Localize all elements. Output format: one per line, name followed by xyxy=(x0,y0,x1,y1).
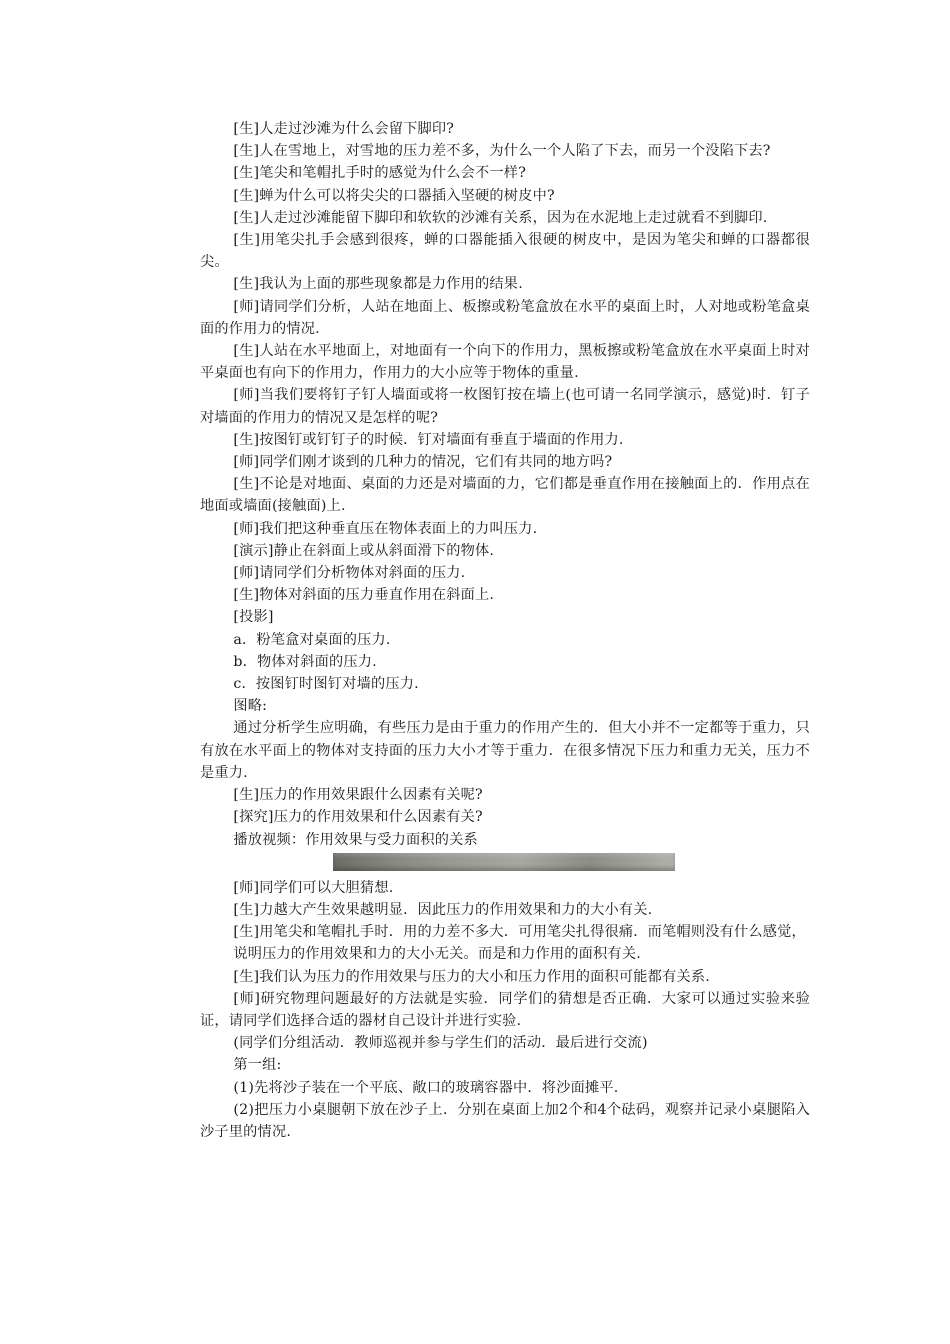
paragraph: [生]人走过沙滩能留下脚印和软软的沙滩有关系，因为在水泥地上走过就看不到脚印. xyxy=(233,209,768,226)
paragraph: [师]同学们刚才谈到的几种力的情况，它们有共同的地方吗? xyxy=(233,454,613,471)
paragraph: [生]力越大产生效果越明显．因此压力的作用效果和力的大小有关. xyxy=(233,901,653,918)
paragraph: [生]我们认为压力的作用效果与压力的大小和压力作用的面积可能都有关系. xyxy=(233,968,710,985)
paragraph: [生]笔尖和笔帽扎手时的感觉为什么会不一样? xyxy=(233,165,526,182)
paragraph: [生]物体对斜面的压力垂直作用在斜面上. xyxy=(233,587,495,604)
paragraph: [师]研究物理问题最好的方法就是实验．同学们的猜想是否正确．大家可以通过实验来验证，请同学们选择合适的器材自己设计并进行实验. xyxy=(200,990,810,1029)
paragraph: c．按图钉时图钉对墙的压力. xyxy=(233,676,419,693)
paragraph: 说明压力的作用效果和力的大小无关。而是和力作用的面积有关. xyxy=(233,946,641,963)
paragraph: (2)把压力小桌腿朝下放在沙子上．分别在桌面上加2个和4个砝码，观察并记录小桌腿陷入沙子里的情况. xyxy=(200,1101,810,1140)
paragraph: [生]按图钉或钉钉子的时候．钉对墙面有垂直于墙面的作用力. xyxy=(233,431,624,448)
paragraph: [生]我认为上面的那些现象都是力作用的结果. xyxy=(233,276,523,293)
text-block-after-figure xyxy=(200,877,810,1143)
paragraph: 图略: xyxy=(233,698,268,715)
paragraph: [探究]压力的作用效果和什么因素有关? xyxy=(233,809,483,826)
paragraph: a．粉笔盒对桌面的压力. xyxy=(233,631,391,648)
paragraph: [生]用笔尖和笔帽扎手时．用的力差不多大．可用笔尖扎得很痛．而笔帽则没有什么感觉， xyxy=(233,924,806,941)
paragraph: [生]人站在水平地面上，对地面有一个向下的作用力，黑板擦或粉笔盒放在水平桌面上时对平桌面也有向下的作用力，作用力的大小应等于物体的重量. xyxy=(200,343,810,382)
paragraph: (同学们分组活动．教师巡视并参与学生们的活动．最后进行交流) xyxy=(233,1035,648,1052)
paragraph: [师]当我们要将钉子钉人墙面或将一枚图钉按在墙上(也可请一名同学演示，感觉)时．钉子对墙面的作用力的情况又是怎样的呢? xyxy=(200,387,810,426)
paragraph: [生]不论是对地面、桌面的力还是对墙面的力，它们都是垂直作用在接触面上的．作用点在地面或墙面(接触面)上. xyxy=(200,476,810,515)
paragraph: [生]蝉为什么可以将尖尖的口器插入坚硬的树皮中? xyxy=(233,187,555,204)
paragraph: [生]用笔尖扎手会感到很疼，蝉的口器能插入很硬的树皮中，是因为笔尖和蝉的口器都很尖。 xyxy=(200,232,810,271)
paragraph: (1)先将沙子装在一个平底、敞口的玻璃容器中．将沙面摊平. xyxy=(233,1079,619,1096)
paragraph: [生]压力的作用效果跟什么因素有关呢? xyxy=(233,787,483,804)
paragraph: [生]人在雪地上，对雪地的压力差不多，为什么一个人陷了下去，而另一个没陷下去? xyxy=(233,143,771,160)
video-still-image xyxy=(333,853,675,871)
document-page xyxy=(200,118,810,1143)
paragraph: [师]我们把这种垂直压在物体表面上的力叫压力. xyxy=(233,520,538,537)
paragraph: b．物体对斜面的压力. xyxy=(233,653,377,670)
paragraph: [演示]静止在斜面上或从斜面滑下的物体. xyxy=(233,542,495,559)
paragraph: [师]同学们可以大胆猜想. xyxy=(233,879,394,896)
paragraph: [师]请同学们分析物体对斜面的压力. xyxy=(233,565,466,582)
paragraph: 通过分析学生应明确，有些压力是由于重力的作用产生的．但大小并不一定都等于重力，只有放在水平面上的物体对支持面的压力大小才等于重力．在很多情况下压力和重力无关，压力不是重力. xyxy=(200,720,810,781)
text-block-before-figure xyxy=(200,118,810,851)
paragraph: [生]人走过沙滩为什么会留下脚印? xyxy=(233,121,455,137)
paragraph: 播放视频：作用效果与受力面积的关系 xyxy=(233,831,478,848)
paragraph: 第一组: xyxy=(233,1057,282,1074)
paragraph: [投影] xyxy=(233,609,274,626)
paragraph: [师]请同学们分析，人站在地面上、板擦或粉笔盒放在水平的桌面上时，人对地或粉笔盒桌面的作用力的情况. xyxy=(200,298,810,337)
